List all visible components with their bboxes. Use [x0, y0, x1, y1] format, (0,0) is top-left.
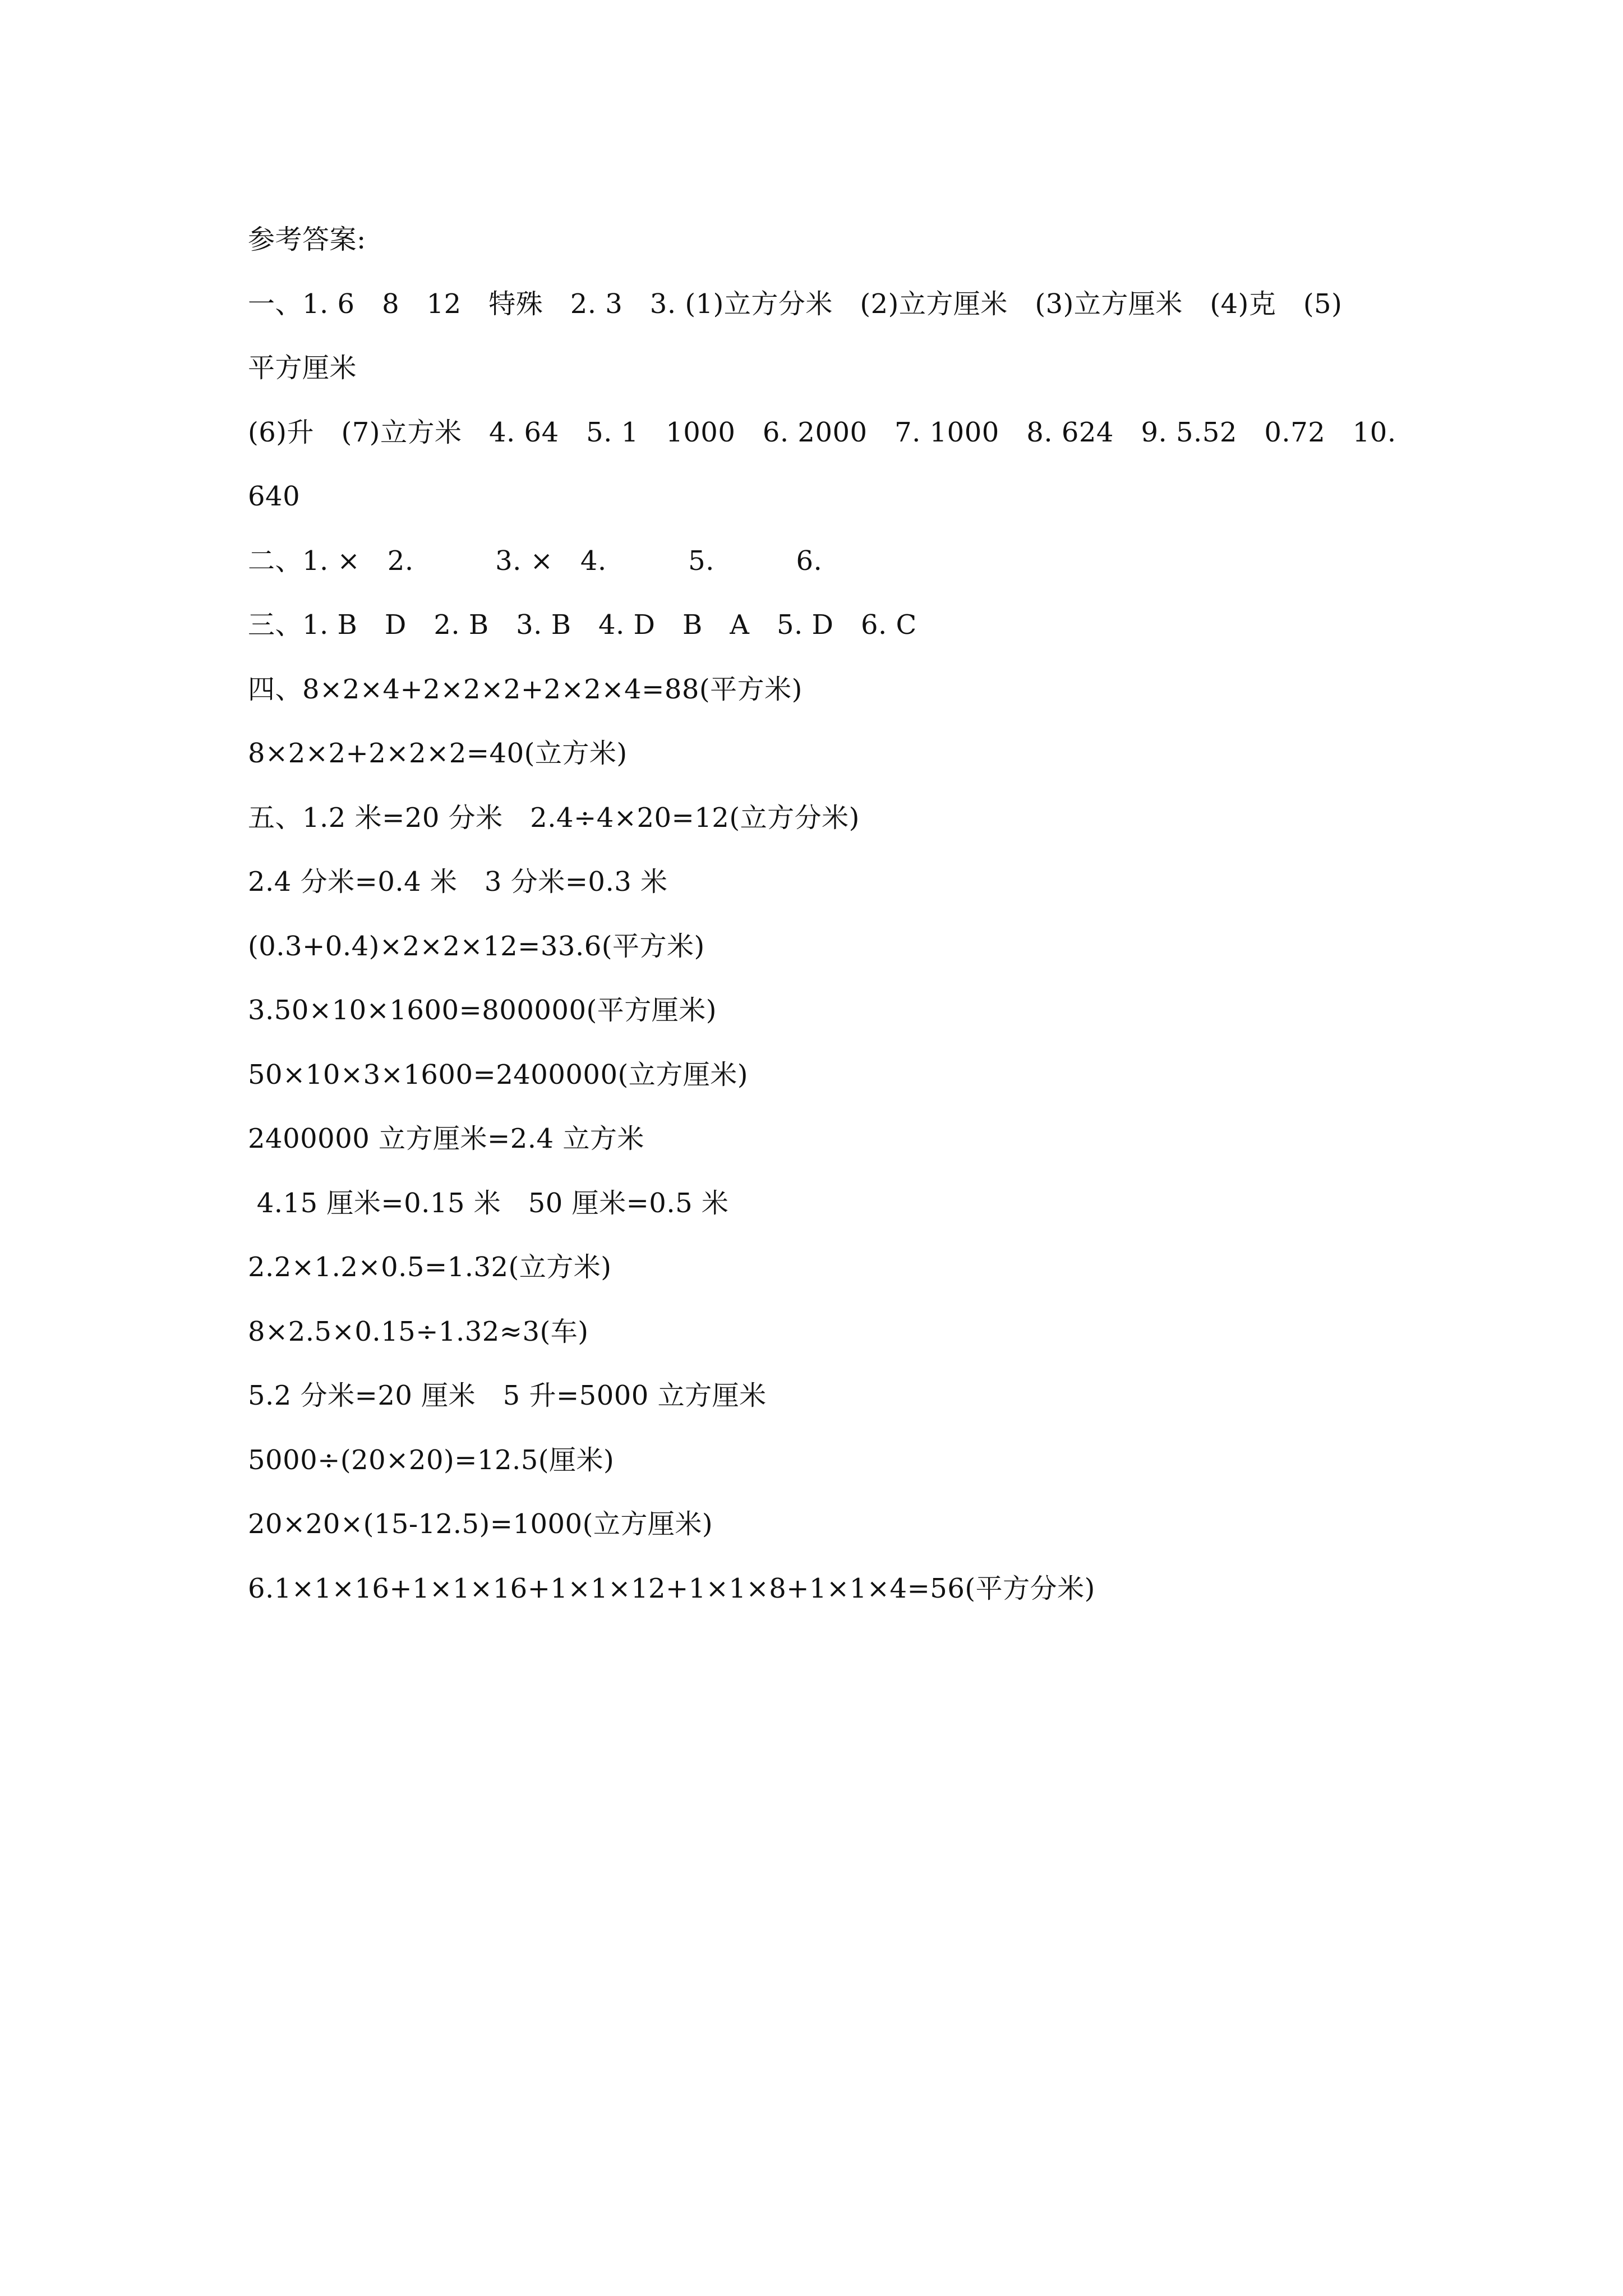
- answer-line: (0.3+0.4)×2×2×12=33.6(平方米): [248, 930, 705, 962]
- answer-line: 五、1.2 米=20 分米 2.4÷4×20=12(立方分米): [248, 802, 860, 834]
- answer-line: 2.4 分米=0.4 米 3 分米=0.3 米: [248, 866, 668, 898]
- answer-line: 8×2×2+2×2×2=40(立方米): [248, 738, 628, 769]
- answer-line: 一、1. 6 8 12 特殊 2. 3 3. (1)立方分米 (2)立方厘米 (3)立方厘米 (4)克 (5): [248, 288, 1343, 320]
- answer-line: 8×2.5×0.15÷1.32≈3(车): [248, 1315, 589, 1347]
- answer-line: 平方厘米: [248, 352, 357, 384]
- answer-line: 5000÷(20×20)=12.5(厘米): [248, 1444, 615, 1476]
- answer-line: 4.15 厘米=0.15 米 50 厘米=0.5 米: [248, 1187, 729, 1219]
- answer-key-title: 参考答案:: [248, 224, 366, 255]
- answer-key: [248, 208, 1398, 1621]
- answer-line: 6.1×1×16+1×1×16+1×1×12+1×1×8+1×1×4=56(平方分米): [248, 1572, 1095, 1604]
- answer-line: 2400000 立方厘米=2.4 立方米: [248, 1123, 644, 1154]
- answer-line: 20×20×(15-12.5)=1000(立方厘米): [248, 1508, 713, 1540]
- answer-line: 四、8×2×4+2×2×2+2×2×4=88(平方米): [248, 673, 803, 705]
- answer-line: 3.50×10×1600=800000(平方厘米): [248, 995, 717, 1026]
- answer-line: 二、1. × 2. 3. × 4. 5. 6.: [248, 545, 823, 577]
- answer-line: 50×10×3×1600=2400000(立方厘米): [248, 1059, 748, 1091]
- answer-line: 5.2 分米=20 厘米 5 升=5000 立方厘米: [248, 1380, 767, 1411]
- answer-line: (6)升 (7)立方米 4. 64 5. 1 1000 6. 2000 7. 1000 8. 624 9. 5.52 0.72 10.: [248, 416, 1396, 448]
- answer-line: 三、1. B D 2. B 3. B 4. D B A 5. D 6. C: [248, 609, 917, 641]
- answer-line: 2.2×1.2×0.5=1.32(立方米): [248, 1251, 612, 1283]
- answer-line: 640: [248, 481, 301, 512]
